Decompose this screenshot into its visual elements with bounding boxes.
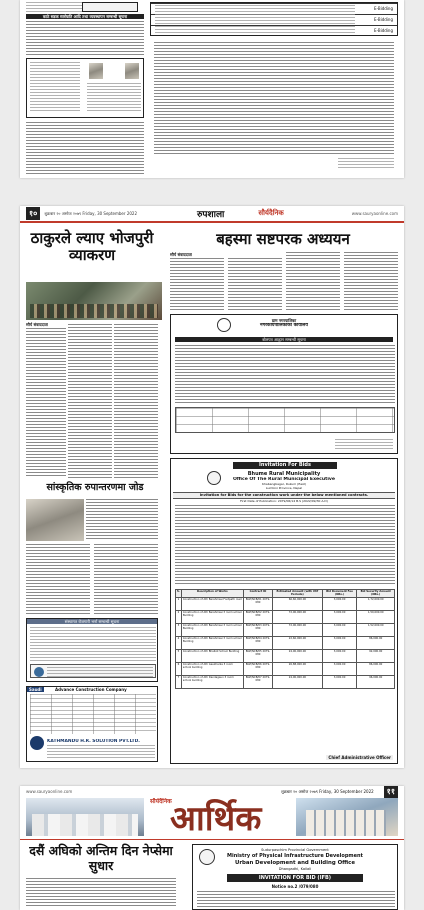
text-block bbox=[30, 62, 80, 112]
job-table bbox=[30, 694, 156, 734]
table-cell: 3,000.00 bbox=[322, 597, 357, 610]
manpower-ad bbox=[26, 686, 158, 762]
table-header-cell: Contract ID bbox=[243, 590, 272, 598]
page-header bbox=[20, 206, 404, 223]
table-cell: 22,60,000.00 bbox=[273, 636, 323, 649]
signature-block bbox=[335, 439, 393, 451]
bid-table bbox=[175, 589, 395, 689]
group-photo bbox=[26, 282, 162, 320]
text-block bbox=[30, 627, 156, 661]
page-number: ११ bbox=[384, 786, 398, 798]
page1-headline: काठे सडक स्तरोन्नति आदि तथा व्यवस्थापन सम्बन्धी सूचना bbox=[26, 14, 144, 19]
ifb-notice bbox=[192, 844, 398, 910]
buildings bbox=[32, 814, 138, 836]
notice-box bbox=[26, 58, 144, 118]
table-cell: BGP/NCB/02 2079-080 bbox=[243, 610, 272, 623]
table-header-row bbox=[176, 590, 395, 598]
ministry: Ministry of Physical Infrastructure Development bbox=[227, 853, 363, 859]
table-cell: 72,00,000.00 bbox=[273, 623, 323, 636]
table-cell: Construction of Ath Barahmasi 3 room school Building bbox=[181, 610, 243, 623]
headline: दसैं अघिको अन्तिम दिन नेप्सेमा सुधार bbox=[29, 843, 173, 873]
table-cell: 3,000.00 bbox=[322, 649, 357, 662]
signature-block bbox=[338, 158, 394, 170]
text-column bbox=[228, 258, 282, 310]
province: Lumbini Province, Nepal bbox=[265, 486, 303, 490]
recruitment-ad bbox=[26, 618, 158, 682]
newspaper-page-1 bbox=[20, 0, 404, 178]
table-row bbox=[176, 610, 395, 623]
mid-headline: सांस्कृतिक रुपान्तरणमा जोड bbox=[46, 482, 144, 493]
ad-heading: संस्थागत रोजगारी भर्ना सम्बन्धी सूचना bbox=[27, 619, 157, 624]
page-number: १० bbox=[26, 207, 40, 220]
table-cell: Construction of Ath Barahmasi 3 room school Building bbox=[181, 636, 243, 649]
table-cell: 1,72,000.00 bbox=[357, 597, 395, 610]
text-block bbox=[175, 345, 395, 403]
table-cell: 96,000.00 bbox=[357, 675, 395, 688]
photo-people bbox=[30, 304, 158, 318]
portrait-photo bbox=[26, 499, 84, 541]
ifb-subheading: Invitation for Bids for the construction work under the below mentioned contracts. bbox=[173, 492, 395, 499]
table-cell: 24,00,000.00 bbox=[273, 675, 323, 688]
building-photo bbox=[296, 798, 398, 836]
table-row bbox=[176, 662, 395, 675]
ifb-heading: INVITATION FOR BID (IFB) bbox=[227, 874, 363, 882]
table-cell: 86,000.00 bbox=[357, 636, 395, 649]
table-header-cell: S. bbox=[176, 590, 182, 598]
table-cell: 6 bbox=[176, 662, 182, 675]
table-row bbox=[176, 675, 395, 688]
page-date: शुक्रबार २० असोज २०७९ Friday, 30 September 2022 bbox=[44, 210, 137, 216]
text-column bbox=[170, 258, 224, 310]
text-block bbox=[26, 122, 144, 174]
table-rule bbox=[151, 3, 397, 4]
table-cell: Construction of Ath Barahmasi Footpath road bbox=[181, 597, 243, 610]
text-block bbox=[197, 891, 395, 909]
table-cell: 3,000.00 bbox=[322, 675, 357, 688]
text-block bbox=[26, 2, 82, 12]
location: Dhangadhi, Kailali bbox=[278, 867, 312, 871]
text-block bbox=[26, 878, 176, 908]
text-block bbox=[87, 83, 141, 113]
table-cell: 26,88,000.00 bbox=[273, 662, 323, 675]
municipality-name: Bhume Rural Municipality bbox=[247, 471, 321, 477]
table-cell: 3,000.00 bbox=[322, 662, 357, 675]
company-name: KATHMANDU H.R. SOLUTION PVT.LTD. bbox=[47, 739, 140, 744]
table-cell: 2 bbox=[176, 610, 182, 623]
page-header bbox=[20, 786, 404, 796]
table-cell: BGP/NCB/05 2079-080 bbox=[243, 649, 272, 662]
text-column bbox=[114, 324, 158, 478]
text-block bbox=[47, 745, 155, 759]
text-column bbox=[26, 544, 90, 614]
invitation-for-bids bbox=[170, 458, 398, 764]
text-column bbox=[86, 499, 158, 541]
table-cell: 1 bbox=[176, 597, 182, 610]
website: www.sauryaonline.com bbox=[351, 211, 398, 216]
signature-title: Chief Administrative Officer bbox=[328, 755, 391, 760]
table-cell: 3,000.00 bbox=[322, 623, 357, 636]
newspaper-page-2 bbox=[20, 206, 404, 768]
byline: सौर्य संवाददाता bbox=[26, 322, 49, 327]
ad-footer bbox=[30, 664, 156, 678]
byline: सौर्य संवाददाता bbox=[170, 252, 193, 257]
table-cell: BGP/NCB/07 2079-080 bbox=[243, 675, 272, 688]
masthead-small: सौर्यदैनिक bbox=[150, 798, 172, 805]
text-column bbox=[94, 544, 158, 614]
table-cell: 24,00,000.00 bbox=[273, 649, 323, 662]
table-cell: Construction of Ath Bhalkot School Building bbox=[181, 649, 243, 662]
notice-table bbox=[175, 407, 395, 433]
table-row bbox=[176, 597, 395, 610]
table-cell: BGP/NCB/03 2079-080 bbox=[243, 623, 272, 636]
first-publication: First Date of Publication: 2079/06/14 B.S (2022/09/30 A.D) bbox=[240, 499, 328, 503]
table-cell: 3,000.00 bbox=[322, 636, 357, 649]
ad-tag: Saudi bbox=[29, 687, 42, 692]
government: Sudurpaschim Provincial Government bbox=[261, 848, 329, 852]
company-logo-icon bbox=[30, 736, 44, 750]
office: Urban Development and Building Office bbox=[234, 860, 356, 866]
office-address: Khabangbagar, Rukum (East) bbox=[262, 483, 306, 486]
notice-subtitle: बोलपत्र आह्वान सम्बन्धी सूचना bbox=[175, 337, 393, 342]
portrait-photo bbox=[89, 63, 103, 79]
website: www.sauryaonline.com bbox=[26, 788, 73, 794]
ad-label: Advance Construction Company bbox=[55, 687, 127, 692]
text-block bbox=[26, 21, 144, 55]
table-row bbox=[176, 636, 395, 649]
table-row bbox=[176, 649, 395, 662]
table-cell: BGP/NCB/06 2079-080 bbox=[243, 662, 272, 675]
text-block bbox=[155, 5, 355, 35]
text-block bbox=[47, 667, 153, 677]
table-cell: Construction of Ath Dandagaun 3 room school building bbox=[181, 675, 243, 688]
section-title: रुपशाला bbox=[197, 210, 225, 220]
section-masthead: आर्थिक bbox=[170, 799, 262, 839]
table-tag: E-Bidding bbox=[374, 6, 393, 11]
table-cell: BGP/NCB/01 2079-080 bbox=[243, 597, 272, 610]
table-cell: 1,50,000.00 bbox=[357, 610, 395, 623]
table-cell: 1,52,000.00 bbox=[357, 623, 395, 636]
table-cell: 72,00,000.00 bbox=[273, 610, 323, 623]
notice-title-1: ग्राम नगरपालिका bbox=[271, 318, 297, 323]
text-column bbox=[286, 252, 340, 310]
table-cell: Construction of Ath Gaukharka 3 room school building bbox=[181, 662, 243, 675]
office-name: Office Of The Rural Municipal Executive bbox=[232, 477, 336, 482]
table-header-cell: Bid Document Fee (NRs.) bbox=[322, 590, 357, 598]
table-cell: 7 bbox=[176, 675, 182, 688]
building bbox=[306, 810, 386, 836]
page-date: शुक्रबार २० असोज २०७९ Friday, 30 September 2022 bbox=[281, 788, 374, 794]
table-cell: 92,000.00 bbox=[357, 649, 395, 662]
text-column bbox=[68, 324, 112, 478]
text-block bbox=[154, 42, 394, 154]
municipal-notice bbox=[170, 314, 398, 454]
table-cell: 66,60,000.00 bbox=[273, 597, 323, 610]
ad-box bbox=[82, 2, 138, 12]
table-cell: 4 bbox=[176, 636, 182, 649]
text-column bbox=[344, 252, 398, 310]
ifb-heading: Invitation For Bids bbox=[233, 462, 337, 469]
table-row bbox=[176, 623, 395, 636]
table-header-cell: Estimated Amount (with VAT Exclude) bbox=[273, 590, 323, 598]
table-cell: Construction of Ath Barahmasi 3 room school Building bbox=[181, 623, 243, 636]
table-cell: 86,000.00 bbox=[357, 662, 395, 675]
table-tag: E-Bidding bbox=[374, 28, 393, 33]
logo-icon bbox=[34, 667, 44, 677]
bid-table bbox=[150, 2, 398, 36]
main-headline: बहस्मा सष्टपरक अध्ययन bbox=[216, 230, 350, 248]
table-cell: BGP/NCB/04 2079-080 bbox=[243, 636, 272, 649]
portrait-photo bbox=[125, 63, 139, 79]
skyline-photo bbox=[26, 798, 144, 836]
table-cell: 3,000.00 bbox=[322, 610, 357, 623]
text-column bbox=[26, 328, 66, 478]
table-cell: 5 bbox=[176, 649, 182, 662]
table-cell: 3 bbox=[176, 623, 182, 636]
left-headline: ठाकुरले ल्याए भोजपुरी व्याकरण bbox=[30, 229, 154, 264]
notice-title-2: नगरकार्यपालिकाको कार्यालय bbox=[260, 323, 308, 328]
table-tag: E-Bidding bbox=[374, 17, 393, 22]
text-block bbox=[175, 505, 395, 585]
masthead: सौर्यदैनिक bbox=[258, 209, 284, 217]
newspaper-page-3 bbox=[20, 786, 404, 910]
notice-number: Notice no.2 /079/080 bbox=[271, 884, 319, 889]
divider bbox=[20, 839, 404, 840]
table-header-cell: Description of Works bbox=[181, 590, 243, 598]
table-header-cell: Bid Security Amount (NRs.) bbox=[357, 590, 395, 598]
